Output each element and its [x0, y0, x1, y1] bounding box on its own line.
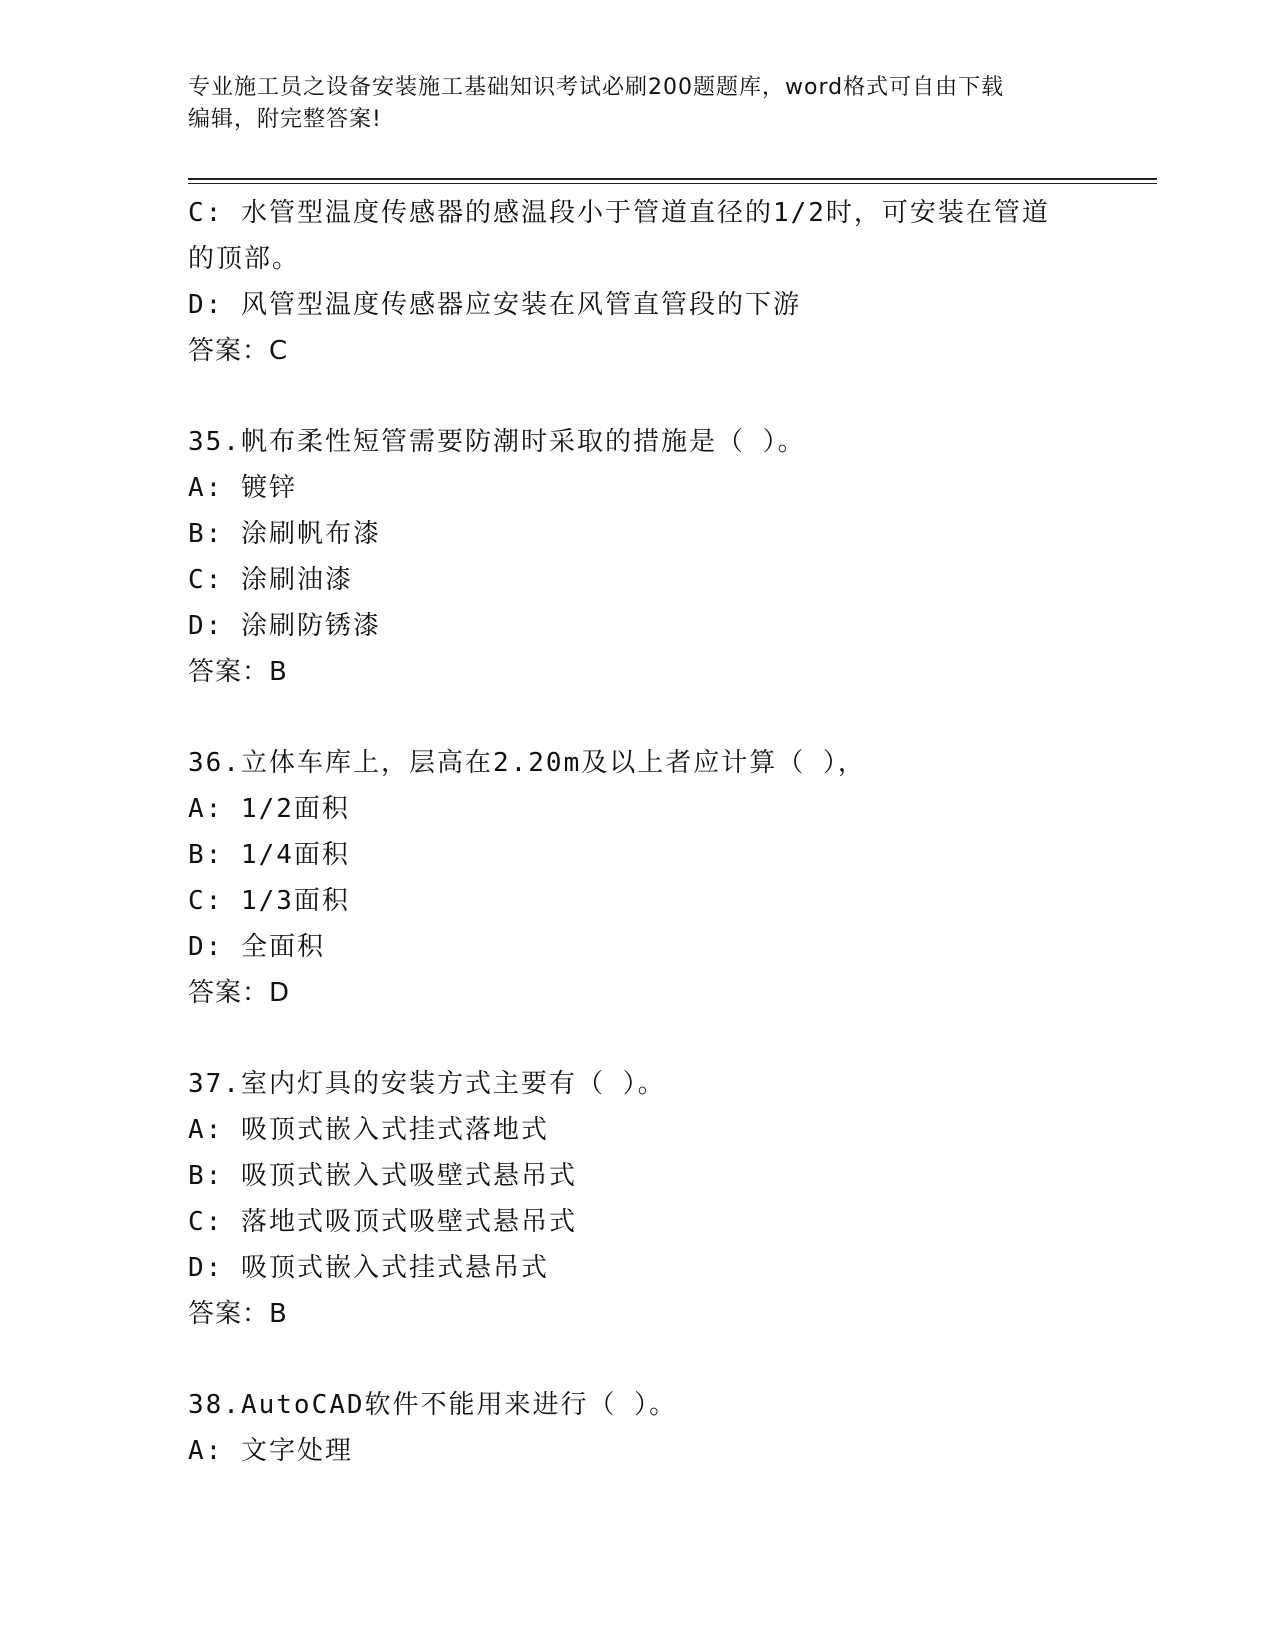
header-divider-bottom: [188, 183, 1157, 184]
question-38: [188, 1382, 1168, 1474]
prev-question: [188, 190, 1168, 374]
option-a: A: 文字处理: [188, 1436, 353, 1466]
question-stem: 36.立体车库上，层高在2.20m及以上者应计算（ ），: [188, 748, 866, 778]
option-c: C: 水管型温度传感器的感温段小于管道直径的1/2时，可安装在管道: [188, 198, 1050, 228]
option-b: B: 1/4面积: [188, 840, 350, 870]
option-b: B: 涂刷帆布漆: [188, 519, 381, 549]
option-d: D: 风管型温度传感器应安装在风管直管段的下游: [188, 290, 801, 320]
option-b: B: 吸顶式嵌入式吸壁式悬吊式: [188, 1161, 577, 1191]
question-list: [188, 190, 1168, 1474]
option-a: A: 镀锌: [188, 473, 297, 503]
answer: 答案：B: [188, 657, 288, 687]
question-35: [188, 419, 1168, 695]
question-stem: 37.室内灯具的安装方式主要有（ ）。: [188, 1069, 666, 1099]
option-c: C: 落地式吸顶式吸壁式悬吊式: [188, 1207, 577, 1237]
header-title-line-1: 专业施工员之设备安装施工基础知识考试必刷200题题库，word格式可自由下载: [188, 75, 1005, 100]
answer: 答案：B: [188, 1299, 288, 1329]
document-header: [188, 72, 1088, 136]
header-title-line-2: 编辑，附完整答案!: [188, 107, 382, 132]
question-stem: 38.AutoCAD软件不能用来进行（ ）。: [188, 1390, 678, 1420]
option-a: A: 吸顶式嵌入式挂式落地式: [188, 1115, 549, 1145]
option-d: D: 吸顶式嵌入式挂式悬吊式: [188, 1253, 549, 1283]
option-d: D: 涂刷防锈漆: [188, 611, 381, 641]
header-divider-top: [188, 178, 1157, 180]
option-d: D: 全面积: [188, 932, 325, 962]
option-c-continued: 的顶部。: [188, 244, 301, 274]
option-c: C: 涂刷油漆: [188, 565, 353, 595]
answer: 答案：D: [188, 978, 291, 1008]
answer: 答案：C: [188, 336, 289, 366]
question-36: [188, 740, 1168, 1016]
question-stem: 35.帆布柔性短管需要防潮时采取的措施是（ ）。: [188, 427, 806, 457]
option-a: A: 1/2面积: [188, 794, 350, 824]
question-37: [188, 1061, 1168, 1337]
option-c: C: 1/3面积: [188, 886, 350, 916]
